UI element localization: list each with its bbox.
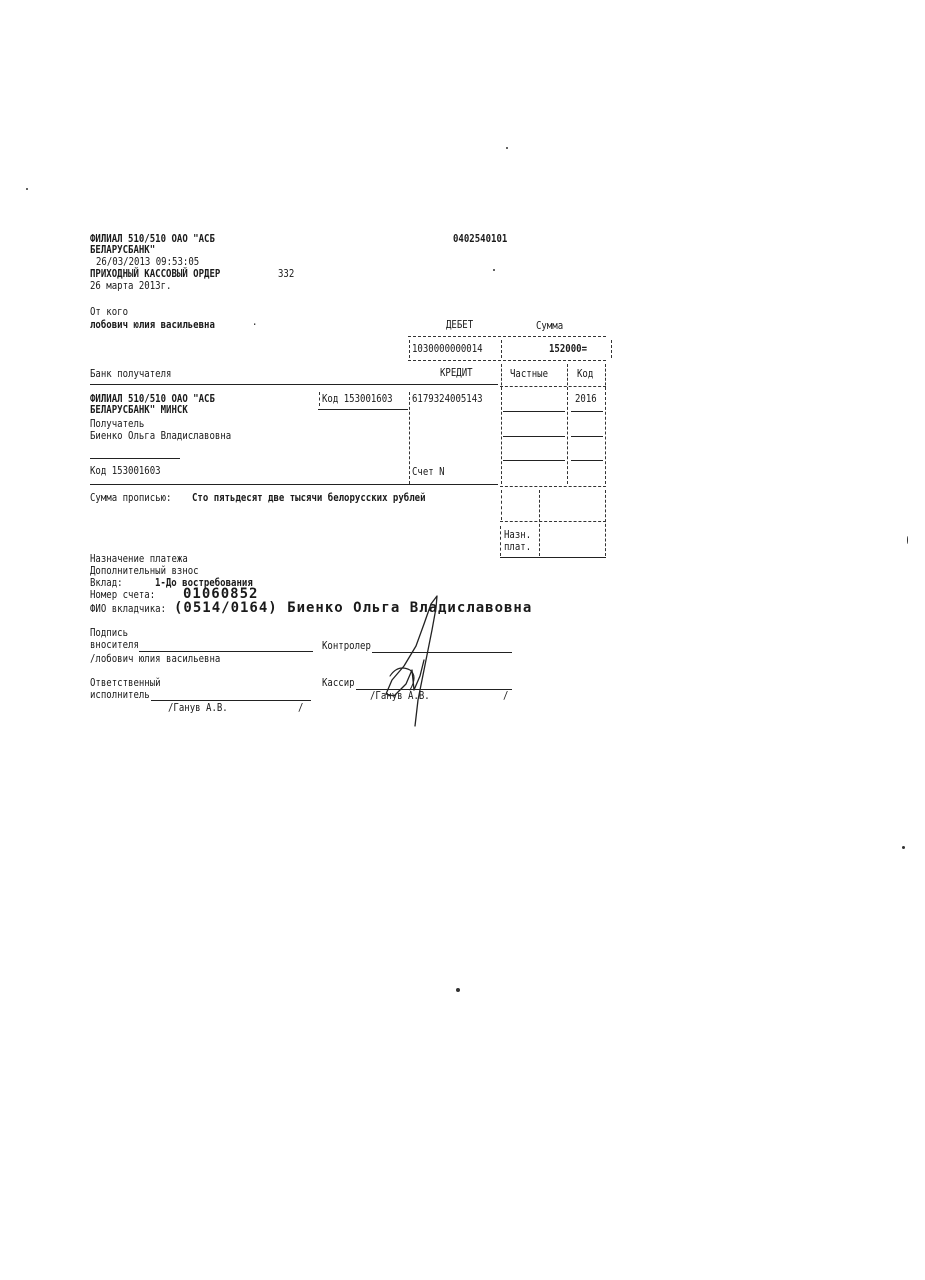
doc-date-words: 26 марта 2013г. <box>90 279 172 292</box>
doc-title: ПРИХОДНЫЙ КАССОВЫЙ ОРДЕР <box>90 267 221 280</box>
bank-code-bottom: Код 153001603 <box>90 464 161 477</box>
bank-code-inline: Код 153001603 <box>322 392 393 405</box>
scan-speck <box>506 147 508 149</box>
branch-name-line1: ФИЛИАЛ 510/510 ОАО "АСБ <box>90 232 215 245</box>
code-value: 2016 <box>575 392 597 405</box>
recipient-name: Биенко Ольга Владиславовна <box>90 429 232 442</box>
purpose-value: Дополнительный взнос <box>90 564 199 577</box>
scan-speck <box>456 988 460 992</box>
responsible-label-1: Ответственный <box>90 676 161 689</box>
bank-name-line2: БЕЛАРУСБАНК" МИНСК <box>90 403 188 416</box>
cashier-label: Кассир <box>322 676 355 689</box>
scan-speck <box>26 188 28 190</box>
cashier-name: /Ганув А.В. <box>370 689 430 702</box>
purpose-short-1: Назн. <box>504 528 532 541</box>
recipient-label: Получатель <box>90 417 145 430</box>
holder-value: (0514/0164) Биенко Ольга Владиславовна <box>174 600 533 616</box>
purpose-short-2: плат. <box>504 540 532 553</box>
scan-speck <box>907 536 908 544</box>
cashier-slash: / <box>503 689 509 702</box>
code-label: Код <box>577 367 594 380</box>
doc-number: 332 <box>278 267 295 280</box>
holder-label: ФИО вкладчика: <box>90 602 167 615</box>
scan-speck <box>902 846 905 849</box>
payer-label: От кого <box>90 305 129 318</box>
sum-value: 152000= <box>549 342 588 355</box>
account-n-label: Счет N <box>412 465 445 478</box>
payer-name: лобович юлия васильевна <box>90 318 215 331</box>
credit-account: 6179324005143 <box>412 392 483 405</box>
bank-label: Банк получателя <box>90 367 172 380</box>
sign-label-2: вносителя <box>90 638 139 651</box>
purpose-label: Назначение платежа <box>90 552 188 565</box>
account-label: Номер счета: <box>90 588 156 601</box>
payer-dot: · <box>252 318 258 331</box>
sum-label: Сумма <box>536 319 564 332</box>
amount-words-value: Сто пятьдесят две тысячи белорусских рублей <box>192 491 426 504</box>
credit-label: КРЕДИТ <box>440 366 473 379</box>
account-value: 01060852 <box>183 586 259 602</box>
debit-label: ДЕБЕТ <box>446 318 474 331</box>
controller-label: Контролер <box>322 639 371 652</box>
debit-account: 1030000000014 <box>412 342 483 355</box>
deposit-value: 1-До востребования <box>155 576 253 589</box>
bank-name-line1: ФИЛИАЛ 510/510 ОАО "АСБ <box>90 392 215 405</box>
responsible-label-2: исполнитель <box>90 688 150 701</box>
amount-words-label: Сумма прописью: <box>90 491 172 504</box>
executor-slash: / <box>298 701 304 714</box>
scan-speck <box>493 269 495 271</box>
branch-name-line2: БЕЛАРУСБАНК" <box>90 243 156 256</box>
sign-label-1: Подпись <box>90 626 129 639</box>
deposit-label: Вклад: <box>90 576 123 589</box>
doc-datetime: 26/03/2013 09:53:05 <box>96 255 200 268</box>
executor-name: /Ганув А.В. <box>168 701 228 714</box>
form-code: 0402540101 <box>453 232 508 245</box>
depositor-name: /лобович юлия васильевна <box>90 652 221 665</box>
partial-label: Частные <box>510 367 549 380</box>
